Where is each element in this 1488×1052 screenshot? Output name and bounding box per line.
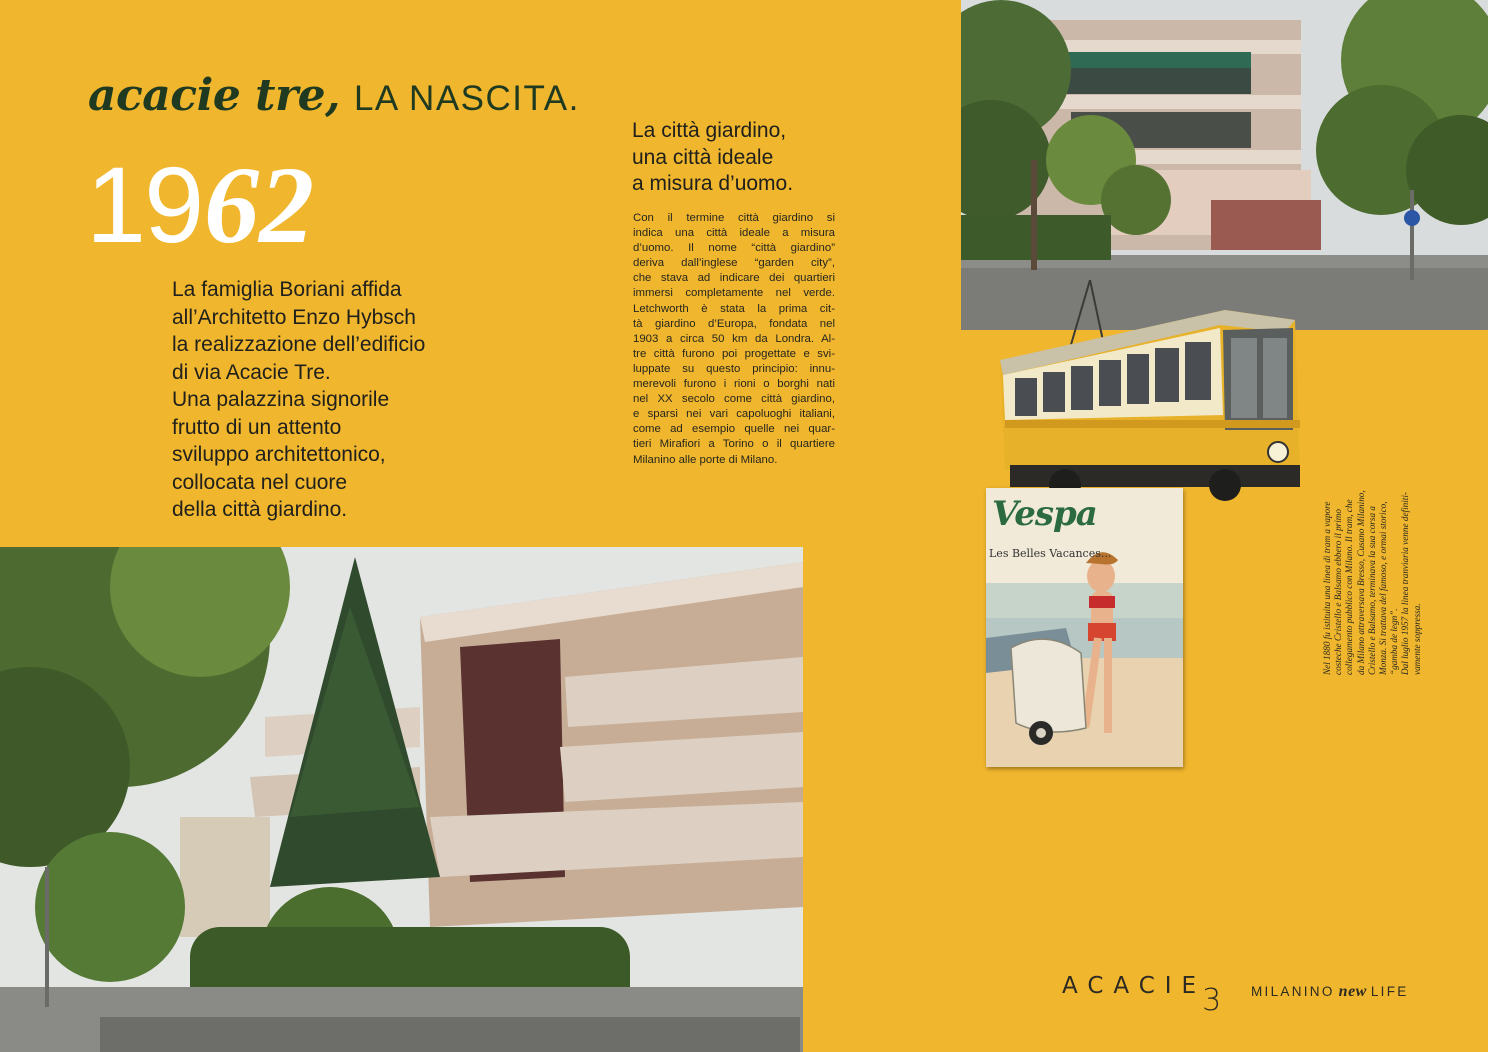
building-photo-main — [0, 547, 803, 1052]
page-heading — [88, 70, 580, 121]
tram-image — [995, 280, 1310, 522]
year-second-digits: 62 — [204, 144, 315, 266]
garden-city-title-line: a misura d’uomo. — [632, 172, 794, 195]
intro-line: La famiglia Boriani affida — [172, 278, 402, 301]
garden-city-body-line: Milanino alle porte di Milano. — [633, 453, 778, 466]
intro-line: sviluppo architettonico, — [172, 443, 386, 466]
garden-city-body-line: e sparsi nei vari capoluoghi italiani, — [633, 408, 835, 421]
tram-caption-line: costeche Cristello e Balsamo ebbero il primo — [1333, 508, 1344, 675]
garden-city-body-line: che stava ad indicare dei quartieri — [633, 272, 835, 285]
garden-city-body-line: deriva dall’inglese “garden city”, — [633, 257, 835, 270]
intro-line: la realizzazione dell’edificio — [172, 333, 426, 356]
milanino-logo-word: MILANINO — [1251, 984, 1335, 999]
heading-script-text: acacie tre, — [88, 70, 340, 121]
year-first-digits: 19 — [86, 144, 203, 265]
intro-paragraph — [172, 276, 492, 524]
tram-caption-line: “gamba de legn”. — [1389, 608, 1400, 675]
garden-city-body-line: merevoli furono i rioni o borghi nati — [633, 378, 835, 391]
garden-city-body-line: come ad esempio quelle nei quar- — [633, 423, 835, 436]
garden-city-title — [632, 118, 892, 198]
garden-city-body-line: luppate su questo principio: innu- — [633, 362, 835, 375]
milanino-new-life-logo — [1251, 983, 1409, 1001]
intro-line: Una palazzina signorile — [172, 388, 390, 411]
intro-line: di via Acacie Tre. — [172, 360, 331, 384]
year-title — [86, 144, 315, 266]
acacie3-logo-number: 3 — [1202, 983, 1222, 1018]
tram-illustration — [995, 280, 1310, 522]
tram-caption-line: Cristello e Balsamo, terminava la sua corsa a — [1366, 506, 1377, 675]
garden-city-body-line: nel XX secolo come città giardino, — [633, 393, 835, 406]
garden-city-body-line: Con il termine città giardino si — [633, 212, 835, 224]
intro-line: della città giardino. — [172, 498, 348, 521]
tram-caption-line: Nel 1880 fu istituita una linea di tram a vapore — [1322, 501, 1332, 675]
intro-line: frutto di un attento — [172, 415, 342, 439]
building-photo-main-illustration — [0, 547, 803, 1052]
milanino-logo-new: new — [1338, 983, 1367, 1000]
acacie3-logo-text: ACACIE — [1062, 973, 1207, 999]
garden-city-body-line: tà giardino d’Europa, fondata nel — [633, 317, 835, 330]
tram-caption-line: Dal luglio 1957 la linea tranviaria venne definiti- — [1400, 492, 1411, 675]
garden-city-title-line: una città ideale — [632, 145, 774, 169]
tram-caption — [1322, 490, 1442, 675]
milanino-logo-life: LIFE — [1370, 984, 1409, 999]
vespa-tagline: Les Belles Vacances... — [989, 547, 1112, 560]
garden-city-body-line: Letchworth è stata la prima cit- — [633, 302, 835, 315]
garden-city-body-line: indica una città ideale a misura — [633, 227, 835, 240]
intro-line: all’Architetto Enzo Hybsch — [172, 305, 416, 329]
garden-city-body-line: d’uomo. Il nome “città giardino” — [633, 242, 835, 255]
vespa-poster — [986, 488, 1183, 767]
garden-city-body-line: immersi completamente nel verde. — [633, 287, 835, 300]
acacie3-logo — [1062, 973, 1221, 1018]
tram-caption-line: vamente soppressa. — [1411, 603, 1422, 675]
garden-city-body-line: 1903 a circa 50 km da Londra. Al- — [633, 332, 835, 345]
intro-line: collocata nel cuore — [172, 470, 348, 494]
garden-city-body-line: tre città furono poi progettate e svi- — [633, 347, 835, 360]
tram-caption-line: Monza. Si trattava del famoso, e ormai storico, — [1378, 501, 1389, 675]
garden-city-title-line: La città giardino, — [632, 119, 787, 142]
tram-caption-line: collegamento pubblico con Milano. Il tram, che — [1344, 499, 1355, 675]
garden-city-body — [633, 211, 835, 468]
garden-city-body-line: tieri Mirafiori a Torino o il quartiere — [633, 438, 835, 451]
vespa-logo: Vespa — [992, 494, 1097, 534]
heading-caps-text: LA NASCITA. — [353, 79, 580, 118]
tram-caption-line: da Milano attraversava Bresso, Cusano Milanino, — [1355, 490, 1366, 675]
